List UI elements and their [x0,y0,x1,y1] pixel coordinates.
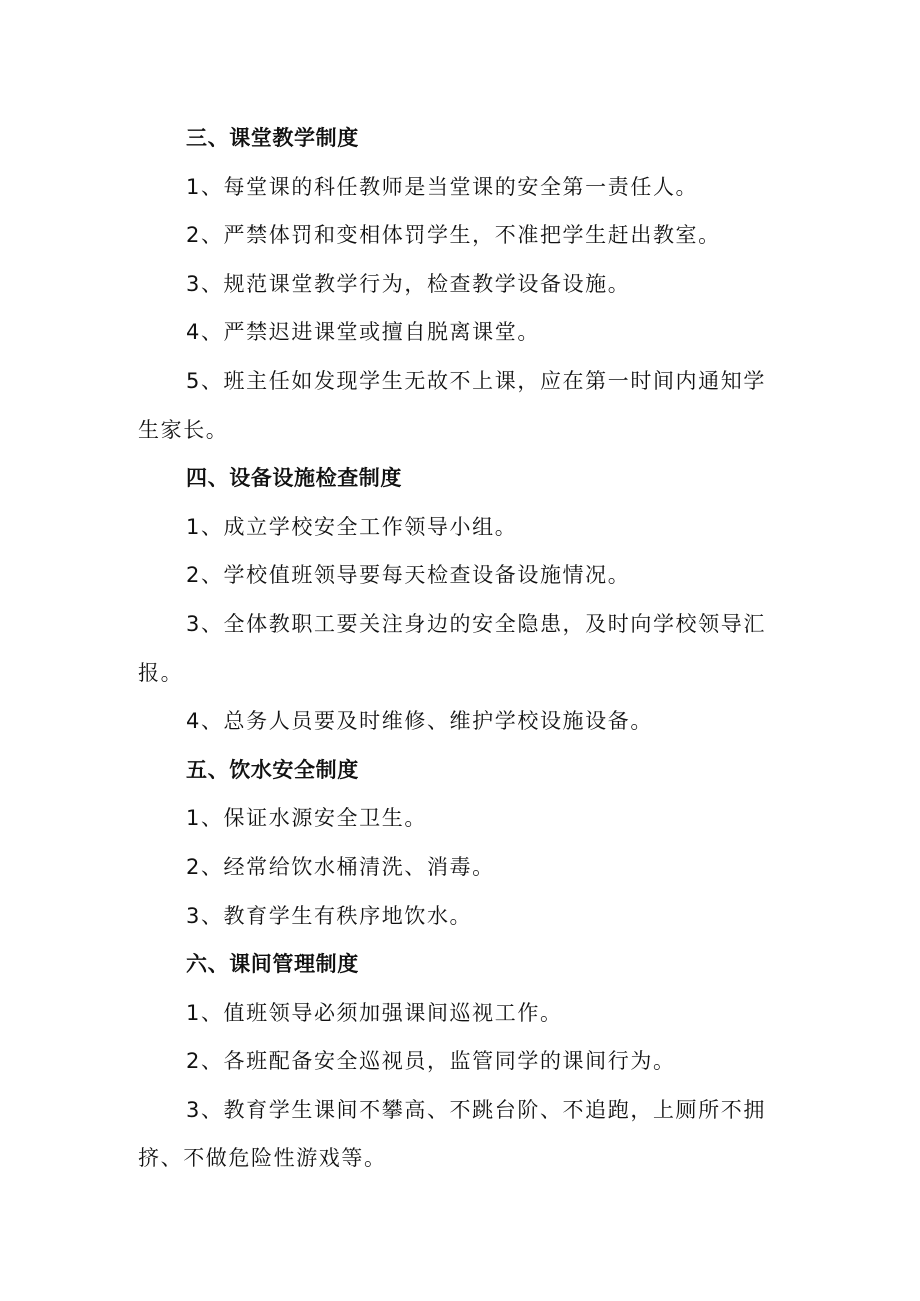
paragraph-line: 3、教育学生课间不攀高、不跳台阶、不追跑，上厕所不拥 [186,1097,766,1122]
paragraph-line: 1、每堂课的科任教师是当堂课的安全第一责任人。 [186,174,699,199]
paragraph-line: 3、全体教职工要关注身边的安全隐患，及时向学校领导汇 [186,611,766,636]
paragraph-line: 4、总务人员要及时维修、维护学校设施设备。 [186,709,653,734]
paragraph-line-continued: 报。 [138,660,184,685]
paragraph-line: 3、教育学生有秩序地饮水。 [186,903,473,928]
section-heading: 四、设备设施检查制度 [186,466,402,491]
paragraph-line: 1、值班领导必须加强课间巡视工作。 [186,1000,563,1025]
paragraph-line: 4、严禁迟进课堂或擅自脱离课堂。 [186,320,540,345]
paragraph-line: 5、班主任如发现学生无故不上课，应在第一时间内通知学 [186,368,766,393]
section-heading: 三、课堂教学制度 [186,126,359,150]
paragraph-line: 2、经常给饮水桶清洗、消毒。 [186,854,495,879]
paragraph-line: 2、严禁体罚和变相体罚学生，不准把学生赶出教室。 [186,223,721,248]
section-heading: 六、课间管理制度 [186,952,359,977]
section-heading: 五、饮水安全制度 [186,757,359,782]
paragraph-line: 1、保证水源安全卫生。 [186,806,427,831]
paragraph-line-continued: 挤、不做危险性游戏等。 [138,1146,387,1171]
paragraph-line: 1、成立学校安全工作领导小组。 [186,514,518,539]
paragraph-line: 3、规范课堂教学行为，检查教学设备设施。 [186,271,631,296]
document-body [138,114,788,1183]
paragraph-line: 2、学校值班领导要每天检查设备设施情况。 [186,563,631,588]
paragraph-line-continued: 生家长。 [138,417,229,442]
paragraph-line: 2、各班配备安全巡视员，监管同学的课间行为。 [186,1049,676,1074]
